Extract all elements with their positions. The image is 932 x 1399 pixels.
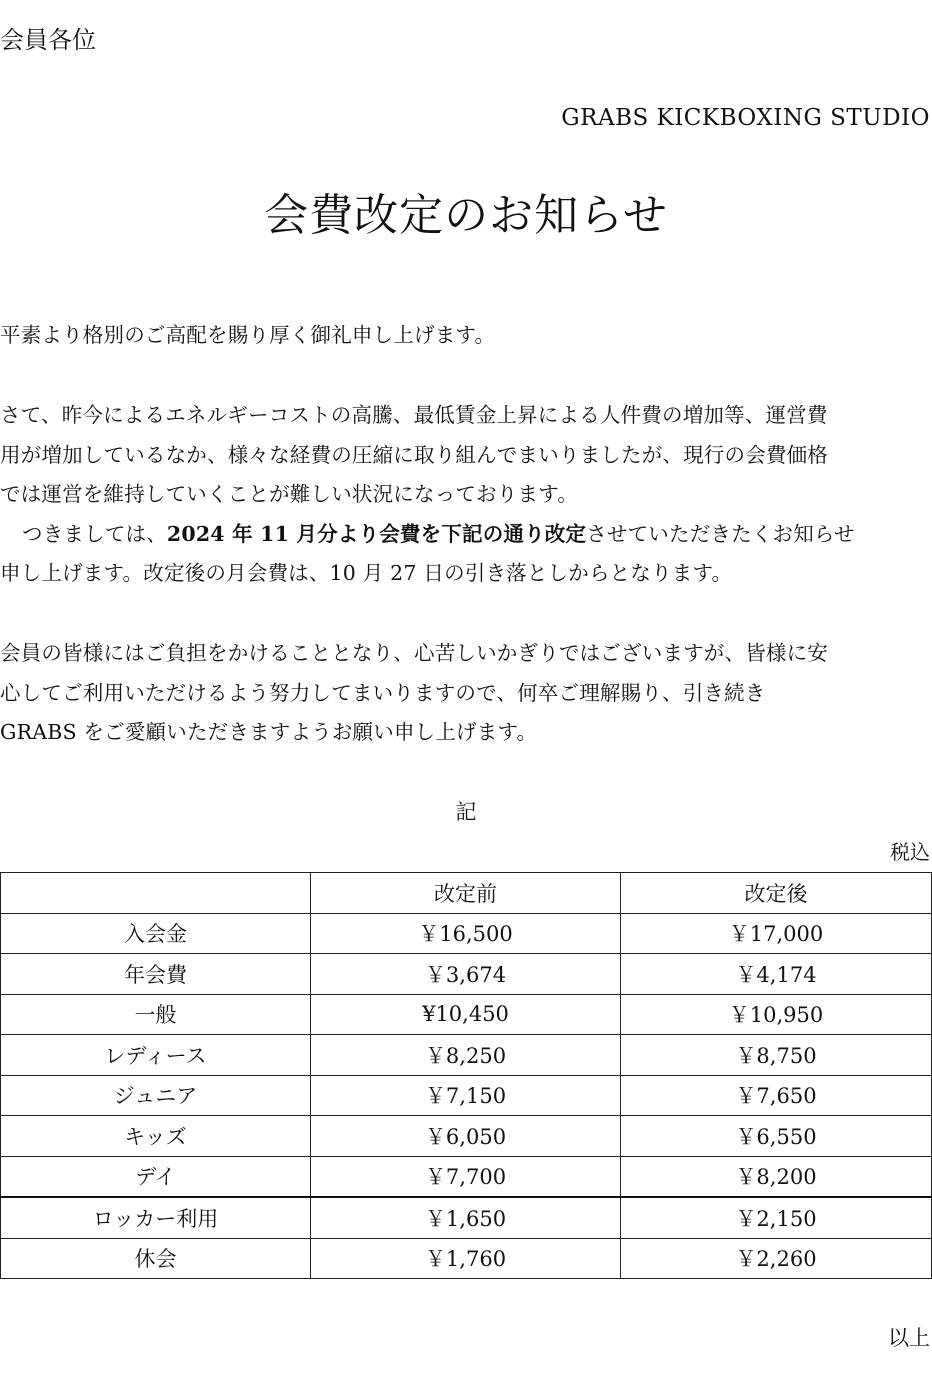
greeting-paragraph: 平素より格別のご高配を賜り厚く御礼申し上げます。 — [0, 323, 496, 347]
row-after: ￥10,950 — [621, 994, 932, 1035]
table-row — [1, 1035, 932, 1076]
row-label: 入会金 — [1, 913, 311, 954]
row-before: ￥1,760 — [311, 1238, 621, 1279]
body-line-announcement — [0, 515, 932, 555]
table-row — [1, 994, 932, 1035]
closing-line: 心してご利用いただけるよう努力してまいりますので、何卒ご理解賜り、引き続き — [0, 680, 766, 705]
organization-name: GRABS KICKBOXING STUDIO — [561, 105, 930, 131]
body-line: 用が増加しているなか、様々な経費の圧縮に取り組んでまいりましたが、現行の会費価格 — [0, 442, 828, 467]
table-row — [1, 1075, 932, 1116]
tax-note: 税込 — [890, 840, 930, 864]
header-before: 改定前 — [311, 873, 621, 914]
row-after: ￥8,750 — [621, 1035, 932, 1076]
row-after: ￥2,150 — [621, 1197, 932, 1238]
row-label: 一般 — [1, 994, 311, 1035]
row-label: ジュニア — [1, 1075, 311, 1116]
row-before: ￥3,674 — [311, 954, 621, 995]
addressee: 会員各位 — [0, 26, 96, 54]
closing-paragraph — [0, 634, 932, 753]
closing-line: 会員の皆様にはご負担をかけることとなり、心苦しいかぎりではございますが、皆様に安 — [0, 641, 828, 665]
page-title: 会費改定のお知らせ — [264, 190, 668, 241]
fee-table — [0, 872, 932, 1279]
row-before: ￥8,250 — [311, 1035, 621, 1076]
announcement-post: させていただきたくお知らせ — [586, 521, 855, 546]
row-before: ￥1,650 — [311, 1197, 621, 1238]
table-header-row — [1, 873, 932, 914]
row-before: ￥6,050 — [311, 1116, 621, 1157]
closing-mark: 以上 — [888, 1326, 930, 1350]
row-before: ￥7,700 — [311, 1156, 621, 1197]
row-after: ￥7,650 — [621, 1075, 932, 1116]
body-line: では運営を維持していくことが難しい状況になっております。 — [0, 482, 578, 506]
row-label: キッズ — [1, 1116, 311, 1157]
announcement-bold: 2024 年 11 月分より会費を下記の通り改定 — [166, 521, 587, 546]
body-line: 申し上げます。改定後の月会費は、10 月 27 日の引き落としからとなります。 — [0, 561, 733, 585]
row-after: ￥17,000 — [621, 913, 932, 954]
closing-line: GRABS をご愛顧いただきますようお願い申し上げます。 — [0, 720, 538, 744]
body-line: さて、昨今によるエネルギーコストの高騰、最低賃金上昇による人件費の増加等、運営費 — [0, 403, 828, 427]
row-after: ￥8,200 — [621, 1156, 932, 1197]
table-row — [1, 1238, 932, 1279]
row-before: ￥16,500 — [311, 913, 621, 954]
table-row — [1, 1197, 932, 1238]
header-label — [1, 873, 311, 914]
announcement-pre: つきましては、 — [22, 521, 167, 546]
header-after: 改定後 — [621, 873, 932, 914]
table-row — [1, 1116, 932, 1157]
body-paragraph — [0, 396, 932, 594]
row-label: デイ — [1, 1156, 311, 1197]
row-label: レディース — [1, 1035, 311, 1076]
row-label: 休会 — [1, 1238, 311, 1279]
table-row — [1, 1156, 932, 1197]
table-row — [1, 954, 932, 995]
row-before: ￥7,150 — [311, 1075, 621, 1116]
row-label: ロッカー利用 — [1, 1197, 311, 1238]
table-row — [1, 913, 932, 954]
ki-marker: 記 — [455, 800, 477, 824]
row-before: ¥10,450 — [311, 994, 621, 1035]
row-after: ￥4,174 — [621, 954, 932, 995]
row-label: 年会費 — [1, 954, 311, 995]
row-after: ￥2,260 — [621, 1238, 932, 1279]
row-after: ￥6,550 — [621, 1116, 932, 1157]
